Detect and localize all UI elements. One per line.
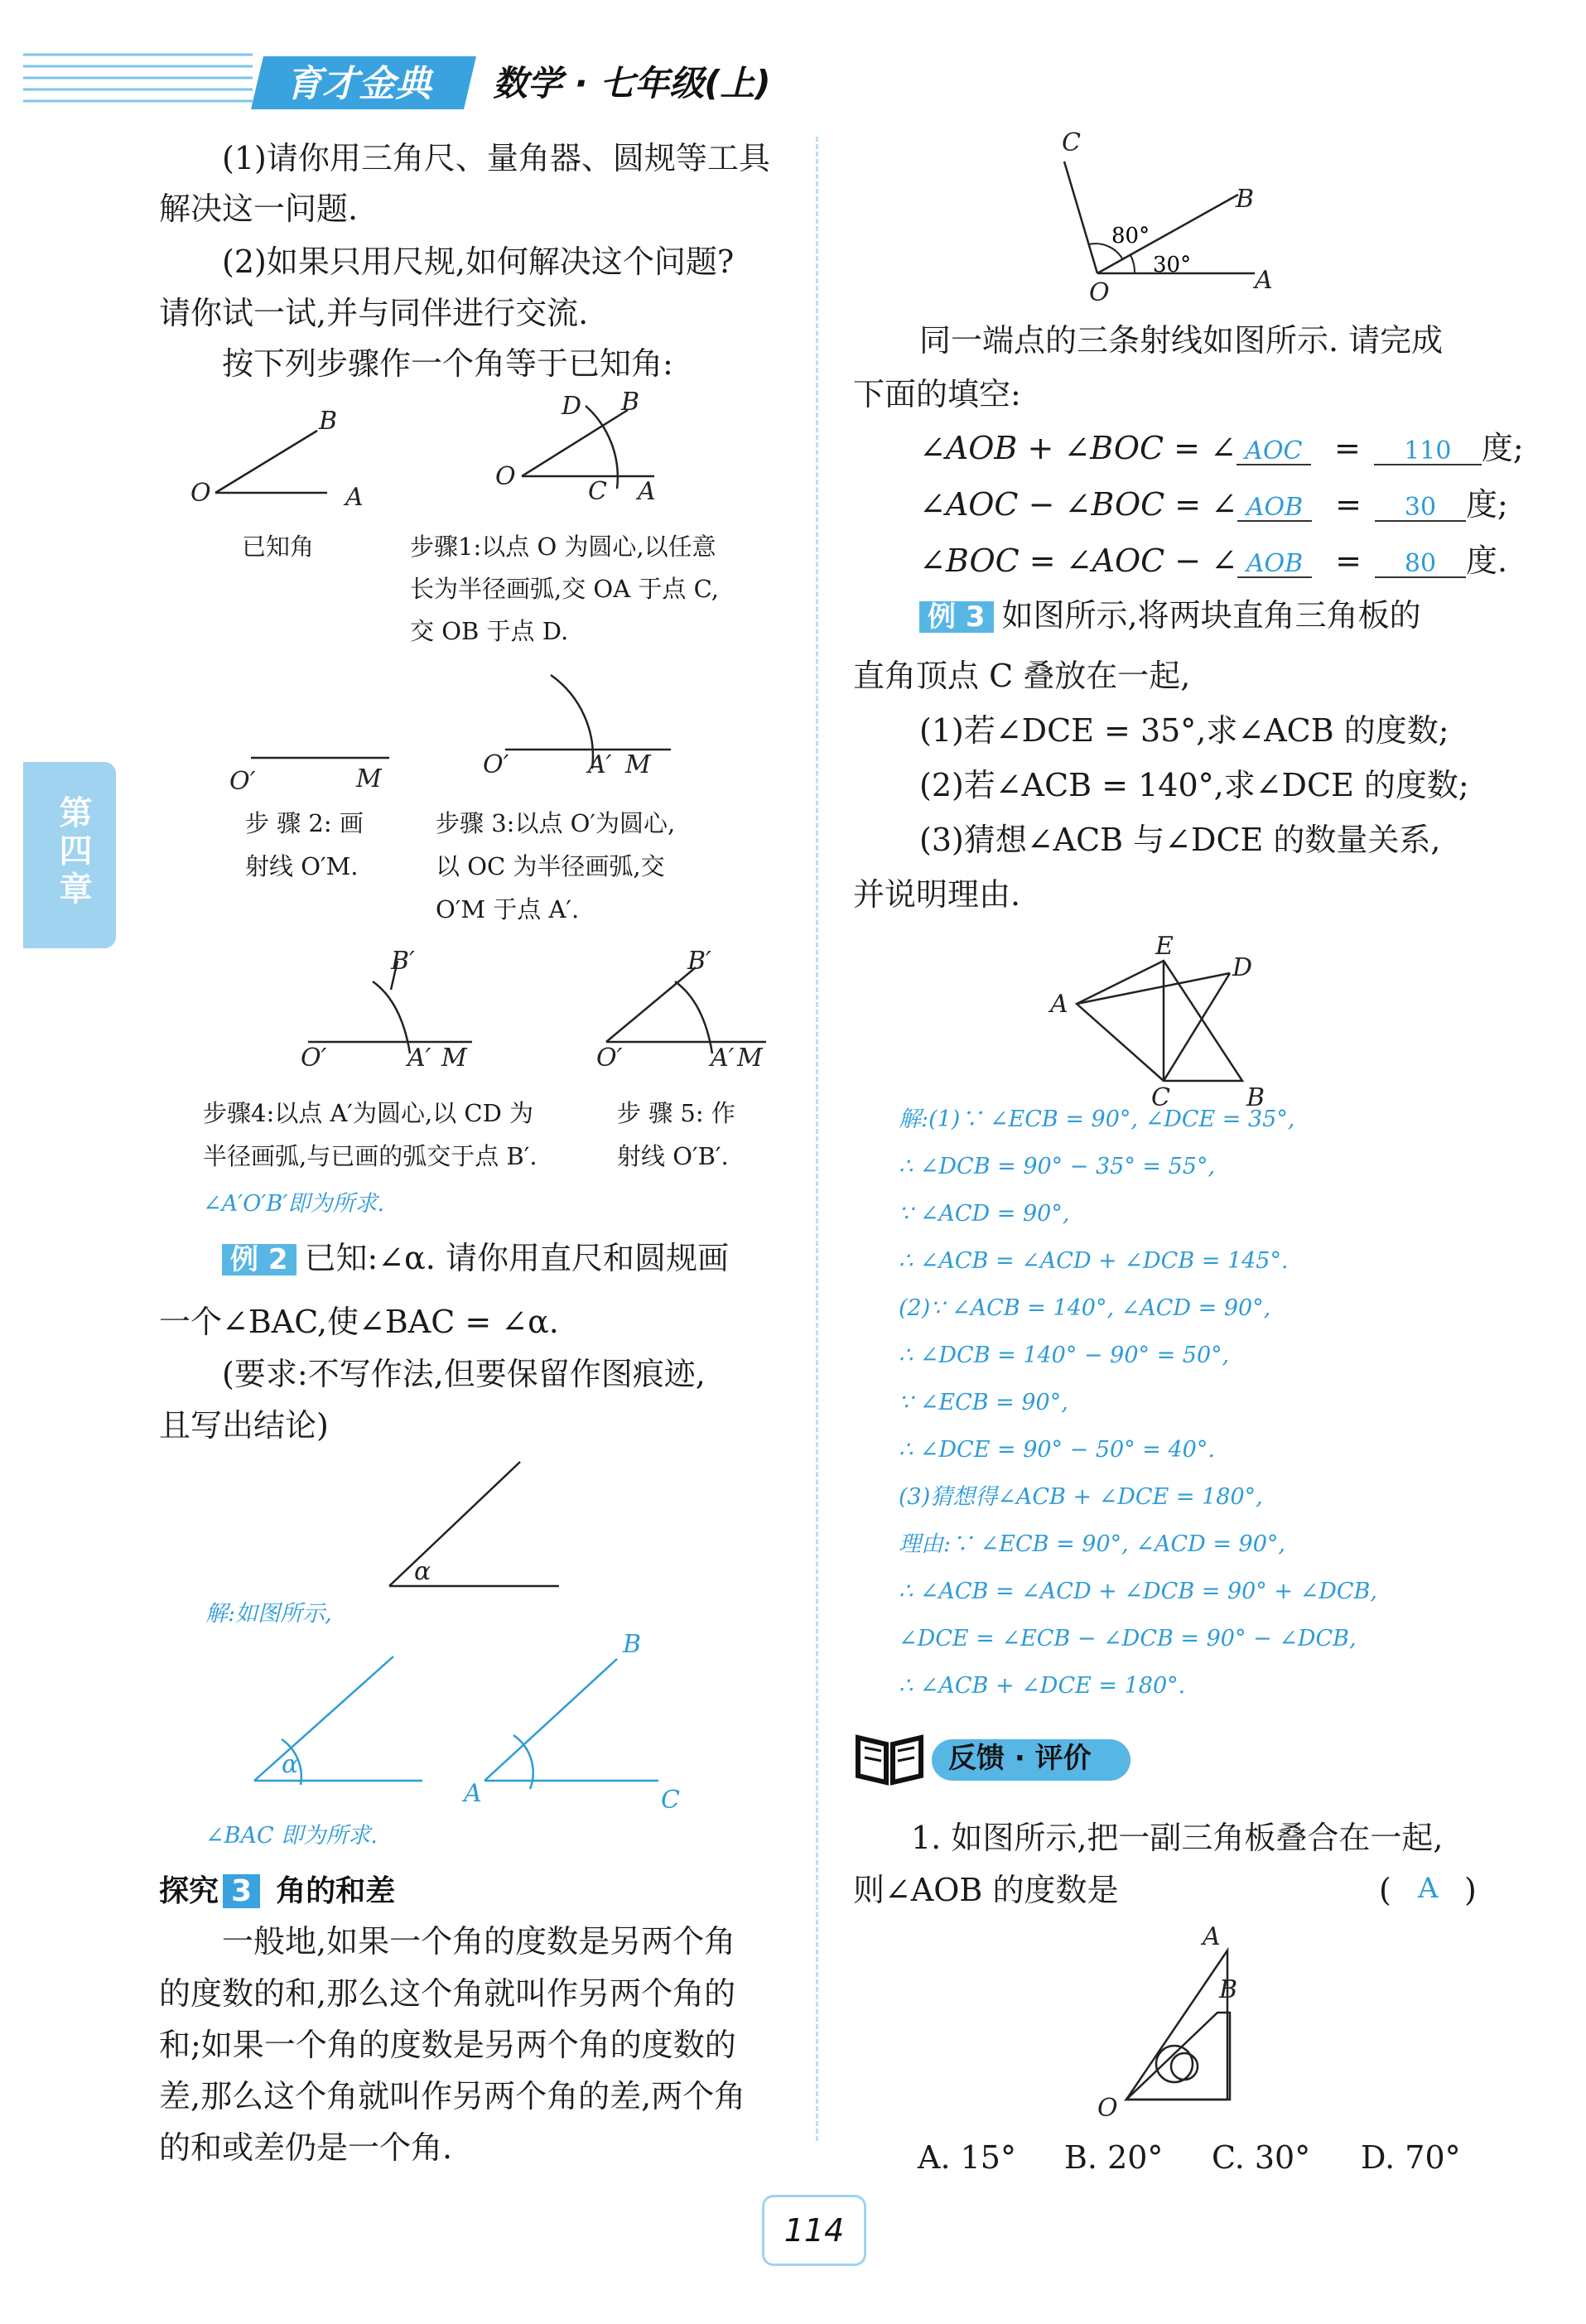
solution-line-7: ∵ ∠ECB = 90°, [899, 1390, 1068, 1415]
step3-line3: O′M 于点 A′. [436, 895, 580, 923]
two-triangles-figure [1044, 928, 1309, 1112]
chapter-tab [23, 762, 116, 948]
label-A: A [1203, 1922, 1221, 1951]
label-M: M [625, 750, 651, 779]
three-rays-figure [1044, 128, 1292, 307]
label-B: B [621, 388, 640, 417]
option-b: B. 20° [1064, 2139, 1164, 2176]
label-alpha: α [282, 1750, 299, 1779]
solution-line-2: ∴ ∠DCB = 90° − 35° = 55°, [899, 1154, 1216, 1179]
answer-blank-2a: AOB [1237, 495, 1312, 522]
question-2-line1: (2)如果只用尺规,如何解决这个问题? [222, 243, 735, 280]
label-B: B [1236, 185, 1255, 214]
feedback-q1-paren-open: ( [1379, 1872, 1391, 1908]
label-A: A [464, 1779, 482, 1808]
solution-line-9: (3)猜想得∠ACB + ∠DCE = 180°, [899, 1484, 1263, 1510]
header-decor [0, 0, 1586, 124]
label-O-prime: O′ [229, 767, 256, 796]
question-2-line2: 请你试一试,并与同伴进行交流. [159, 295, 589, 331]
unit-3: 度. [1465, 542, 1508, 579]
label-O-prime: O′ [301, 1044, 327, 1073]
step3-line2: 以 OC 为半径画弧,交 [436, 852, 665, 880]
header-bar [0, 0, 1586, 124]
step1-line1: 步骤1:以点 O 为圆心,以任意 [410, 533, 716, 561]
label-alpha: α [414, 1557, 431, 1586]
solution-bac-figure [464, 1630, 680, 1815]
label-B: B [1246, 1083, 1265, 1112]
label-B: B [319, 407, 338, 436]
example-3-line1 [919, 597, 1421, 634]
step1-line3: 交 OB 于点 D. [410, 617, 569, 645]
step-answer: ∠A′O′B′即为所求. [203, 1191, 385, 1217]
label-A-prime: A′ [588, 750, 612, 779]
label-A-prime: A′ [711, 1044, 735, 1073]
label-A-prime: A′ [407, 1044, 431, 1073]
step2-line1: 步 骤 2: 画 [245, 809, 364, 837]
solution-line-8: ∴ ∠DCE = 90° − 50° = 40°. [899, 1437, 1215, 1463]
example-2-line3: (要求:不写作法,但要保留作图痕迹, [222, 1356, 706, 1392]
solution-line-10: 理由:∵ ∠ECB = 90°, ∠ACD = 90°, [899, 1531, 1285, 1557]
fill-row-3-prefix: ∠BOC = ∠AOC − ∠ [919, 542, 1238, 579]
label-C: C [1062, 128, 1081, 157]
paragraph-line4: 差,那么这个角就叫作另两个角的差,两个角 [159, 2078, 746, 2114]
paragraph-line3: 和;如果一个角的度数是另两个角的度数的 [159, 2027, 736, 2063]
example-3-line2: 直角顶点 C 叠放在一起, [853, 658, 1191, 694]
label-B: B [623, 1630, 642, 1659]
question-1-line2: 解决这一问题. [159, 190, 359, 227]
answer-blank-1b: 110 [1374, 439, 1482, 465]
step2-line2: 射线 O′M. [245, 852, 359, 880]
known-angle-figure [186, 406, 435, 513]
step4-figure [298, 944, 513, 1073]
fill-row-2-prefix: ∠AOC − ∠BOC = ∠ [919, 486, 1238, 523]
fill-row-3 [919, 542, 1508, 579]
label-A: A [345, 483, 364, 512]
paragraph-line5: 的和或差仍是一个角. [159, 2129, 453, 2166]
page-number: 114 [783, 2212, 845, 2249]
label-C: C [588, 477, 607, 506]
label-M: M [737, 1044, 763, 1073]
answer-blank-3b: 80 [1375, 552, 1466, 578]
label-B-prime: B′ [687, 947, 711, 976]
solution-alpha-figure [244, 1640, 443, 1806]
label-B: B [1219, 1975, 1238, 2004]
label-A: A [638, 477, 656, 506]
example-3-question2: (2)若∠ACB = 140°,求∠DCE 的度数; [919, 767, 1469, 803]
column-divider [816, 137, 818, 2141]
label-O: O [190, 479, 211, 508]
alpha-angle-figure [381, 1462, 580, 1594]
label-E: E [1155, 932, 1174, 961]
step3-figure [480, 663, 704, 787]
label-30-degrees: 30° [1153, 253, 1192, 277]
feedback-title: 反馈 · 评价 [948, 1742, 1092, 1775]
paragraph-line2: 的度数的和,那么这个角就叫作另两个角的 [159, 1975, 736, 2012]
explore-heading [159, 1868, 395, 1909]
label-O: O [1097, 2094, 1118, 2123]
feedback-heading [853, 1729, 1139, 1787]
feedback-q1-paren-close: ) [1464, 1872, 1477, 1908]
example-2-text: 已知:∠α. 请你用直尺和圆规画 [304, 1240, 729, 1276]
label-C: C [661, 1786, 680, 1815]
example-2-line1 [222, 1242, 729, 1275]
label-O-prime: O′ [483, 750, 509, 779]
solution-line-12: ∠DCE = ∠ECB − ∠DCB = 90° − ∠DCB, [899, 1626, 1357, 1651]
solution-line-13: ∴ ∠ACB + ∠DCE = 180°. [899, 1673, 1186, 1699]
solution-line-5: (2)∵ ∠ACB = 140°, ∠ACD = 90°, [899, 1295, 1271, 1321]
example-3-question3: (3)猜想∠ACB 与∠DCE 的数量关系, [919, 822, 1441, 858]
label-M: M [356, 764, 382, 793]
answer-blank-1a: AOC [1237, 439, 1311, 465]
unit-1: 度; [1481, 430, 1524, 466]
solution-line-11: ∴ ∠ACB = ∠ACD + ∠DCB = 90° + ∠DCB, [899, 1579, 1377, 1604]
option-d: D. 70° [1361, 2139, 1461, 2176]
step1-line2: 长为半径画弧,交 OA 于点 C, [410, 575, 719, 603]
example-3-question3b: 并说明理由. [853, 876, 1021, 913]
label-D: D [562, 392, 582, 421]
option-c: C. 30° [1212, 2139, 1311, 2176]
step1-figure [489, 389, 704, 513]
known-angle-caption: 已知角 [242, 533, 315, 561]
example-2-tag: 例 2 [222, 1244, 296, 1275]
label-80-degrees: 80° [1111, 224, 1150, 248]
unit-2: 度; [1465, 486, 1508, 523]
label-A: A [1255, 266, 1273, 295]
step3-line1: 步骤 3:以点 O′为圆心, [436, 809, 676, 837]
label-C: C [1151, 1083, 1170, 1112]
rays-intro-line2: 下面的填空: [853, 376, 1021, 412]
label-A: A [1050, 990, 1068, 1019]
header-brand: 育才金典 [286, 63, 431, 105]
example-3-tag: 例 3 [919, 601, 994, 633]
feedback-q1-text: 则∠AOB 的度数是 [853, 1872, 1119, 1908]
steps-intro: 按下列步骤作一个角等于已知角: [222, 345, 673, 382]
fill-row-1-prefix: ∠AOB + ∠BOC = ∠ [919, 430, 1237, 466]
step4-line2: 半径画弧,与已画的弧交于点 B′. [203, 1142, 538, 1170]
question-1-line1: (1)请你用三角尺、量角器、圆规等工具 [222, 140, 770, 176]
example-2-line2: 一个∠BAC,使∠BAC = ∠α. [159, 1304, 559, 1340]
triangle-set-figure [1085, 1921, 1251, 2123]
fill-row-2 [919, 486, 1508, 523]
book-icon [853, 1729, 928, 1787]
answer-blank-3a: AOB [1237, 552, 1312, 578]
chapter-tab-label: 第四章 [54, 795, 92, 909]
feedback-q1-answer: A [1418, 1872, 1439, 1905]
equals-sign-3: = [1335, 542, 1362, 579]
example-2-answer: ∠BAC 即为所求. [205, 1823, 378, 1849]
step5-figure [596, 944, 803, 1073]
page-number-box [762, 2195, 866, 2266]
explore-tag: 探究 [159, 1874, 219, 1908]
feedback-q1-line2 [853, 1874, 1118, 1906]
fill-row-1 [919, 432, 1524, 465]
step4-line1: 步骤4:以点 A′为圆心,以 CD 为 [203, 1099, 534, 1127]
explore-title: 角的和差 [276, 1874, 396, 1908]
step5-line1: 步 骤 5: 作 [617, 1099, 735, 1127]
example-3-question1: (1)若∠DCE = 35°,求∠ACB 的度数; [919, 712, 1449, 749]
paragraph-line1: 一般地,如果一个角的度数是另两个角 [222, 1923, 736, 1960]
equals-sign-2: = [1335, 486, 1362, 523]
solution-line-4: ∴ ∠ACB = ∠ACD + ∠DCB = 145°. [899, 1248, 1289, 1274]
example-2-line4: 且写出结论) [159, 1407, 329, 1444]
solution-line-3: ∵ ∠ACD = 90°, [899, 1201, 1070, 1227]
example-3-text: 如图所示,将两块直角三角板的 [1001, 597, 1421, 634]
option-a: A. 15° [918, 2139, 1016, 2176]
rays-intro-line1: 同一端点的三条射线如图所示. 请完成 [919, 322, 1444, 359]
label-O: O [1089, 278, 1110, 307]
solution-line-1: 解:(1)∵ ∠ECB = 90°, ∠DCE = 35°, [899, 1107, 1295, 1132]
answer-blank-2b: 30 [1375, 495, 1466, 522]
label-O-prime: O′ [596, 1044, 623, 1073]
feedback-q1-line1: 1. 如图所示,把一副三角板叠合在一起, [911, 1820, 1444, 1856]
example-2-solution: 解:如图所示, [205, 1601, 332, 1627]
label-D: D [1232, 953, 1253, 982]
equals-sign-1: = [1334, 430, 1361, 466]
step2-figure [228, 745, 435, 795]
label-M: M [441, 1044, 467, 1073]
explore-number: 3 [223, 1874, 260, 1908]
label-B-prime: B′ [391, 947, 415, 976]
label-O: O [495, 462, 516, 491]
header-subject: 数学 · 七年级(上) [493, 63, 771, 104]
step5-line2: 射线 O′B′. [617, 1142, 729, 1170]
solution-line-6: ∴ ∠DCB = 140° − 90° = 50°, [899, 1343, 1230, 1368]
